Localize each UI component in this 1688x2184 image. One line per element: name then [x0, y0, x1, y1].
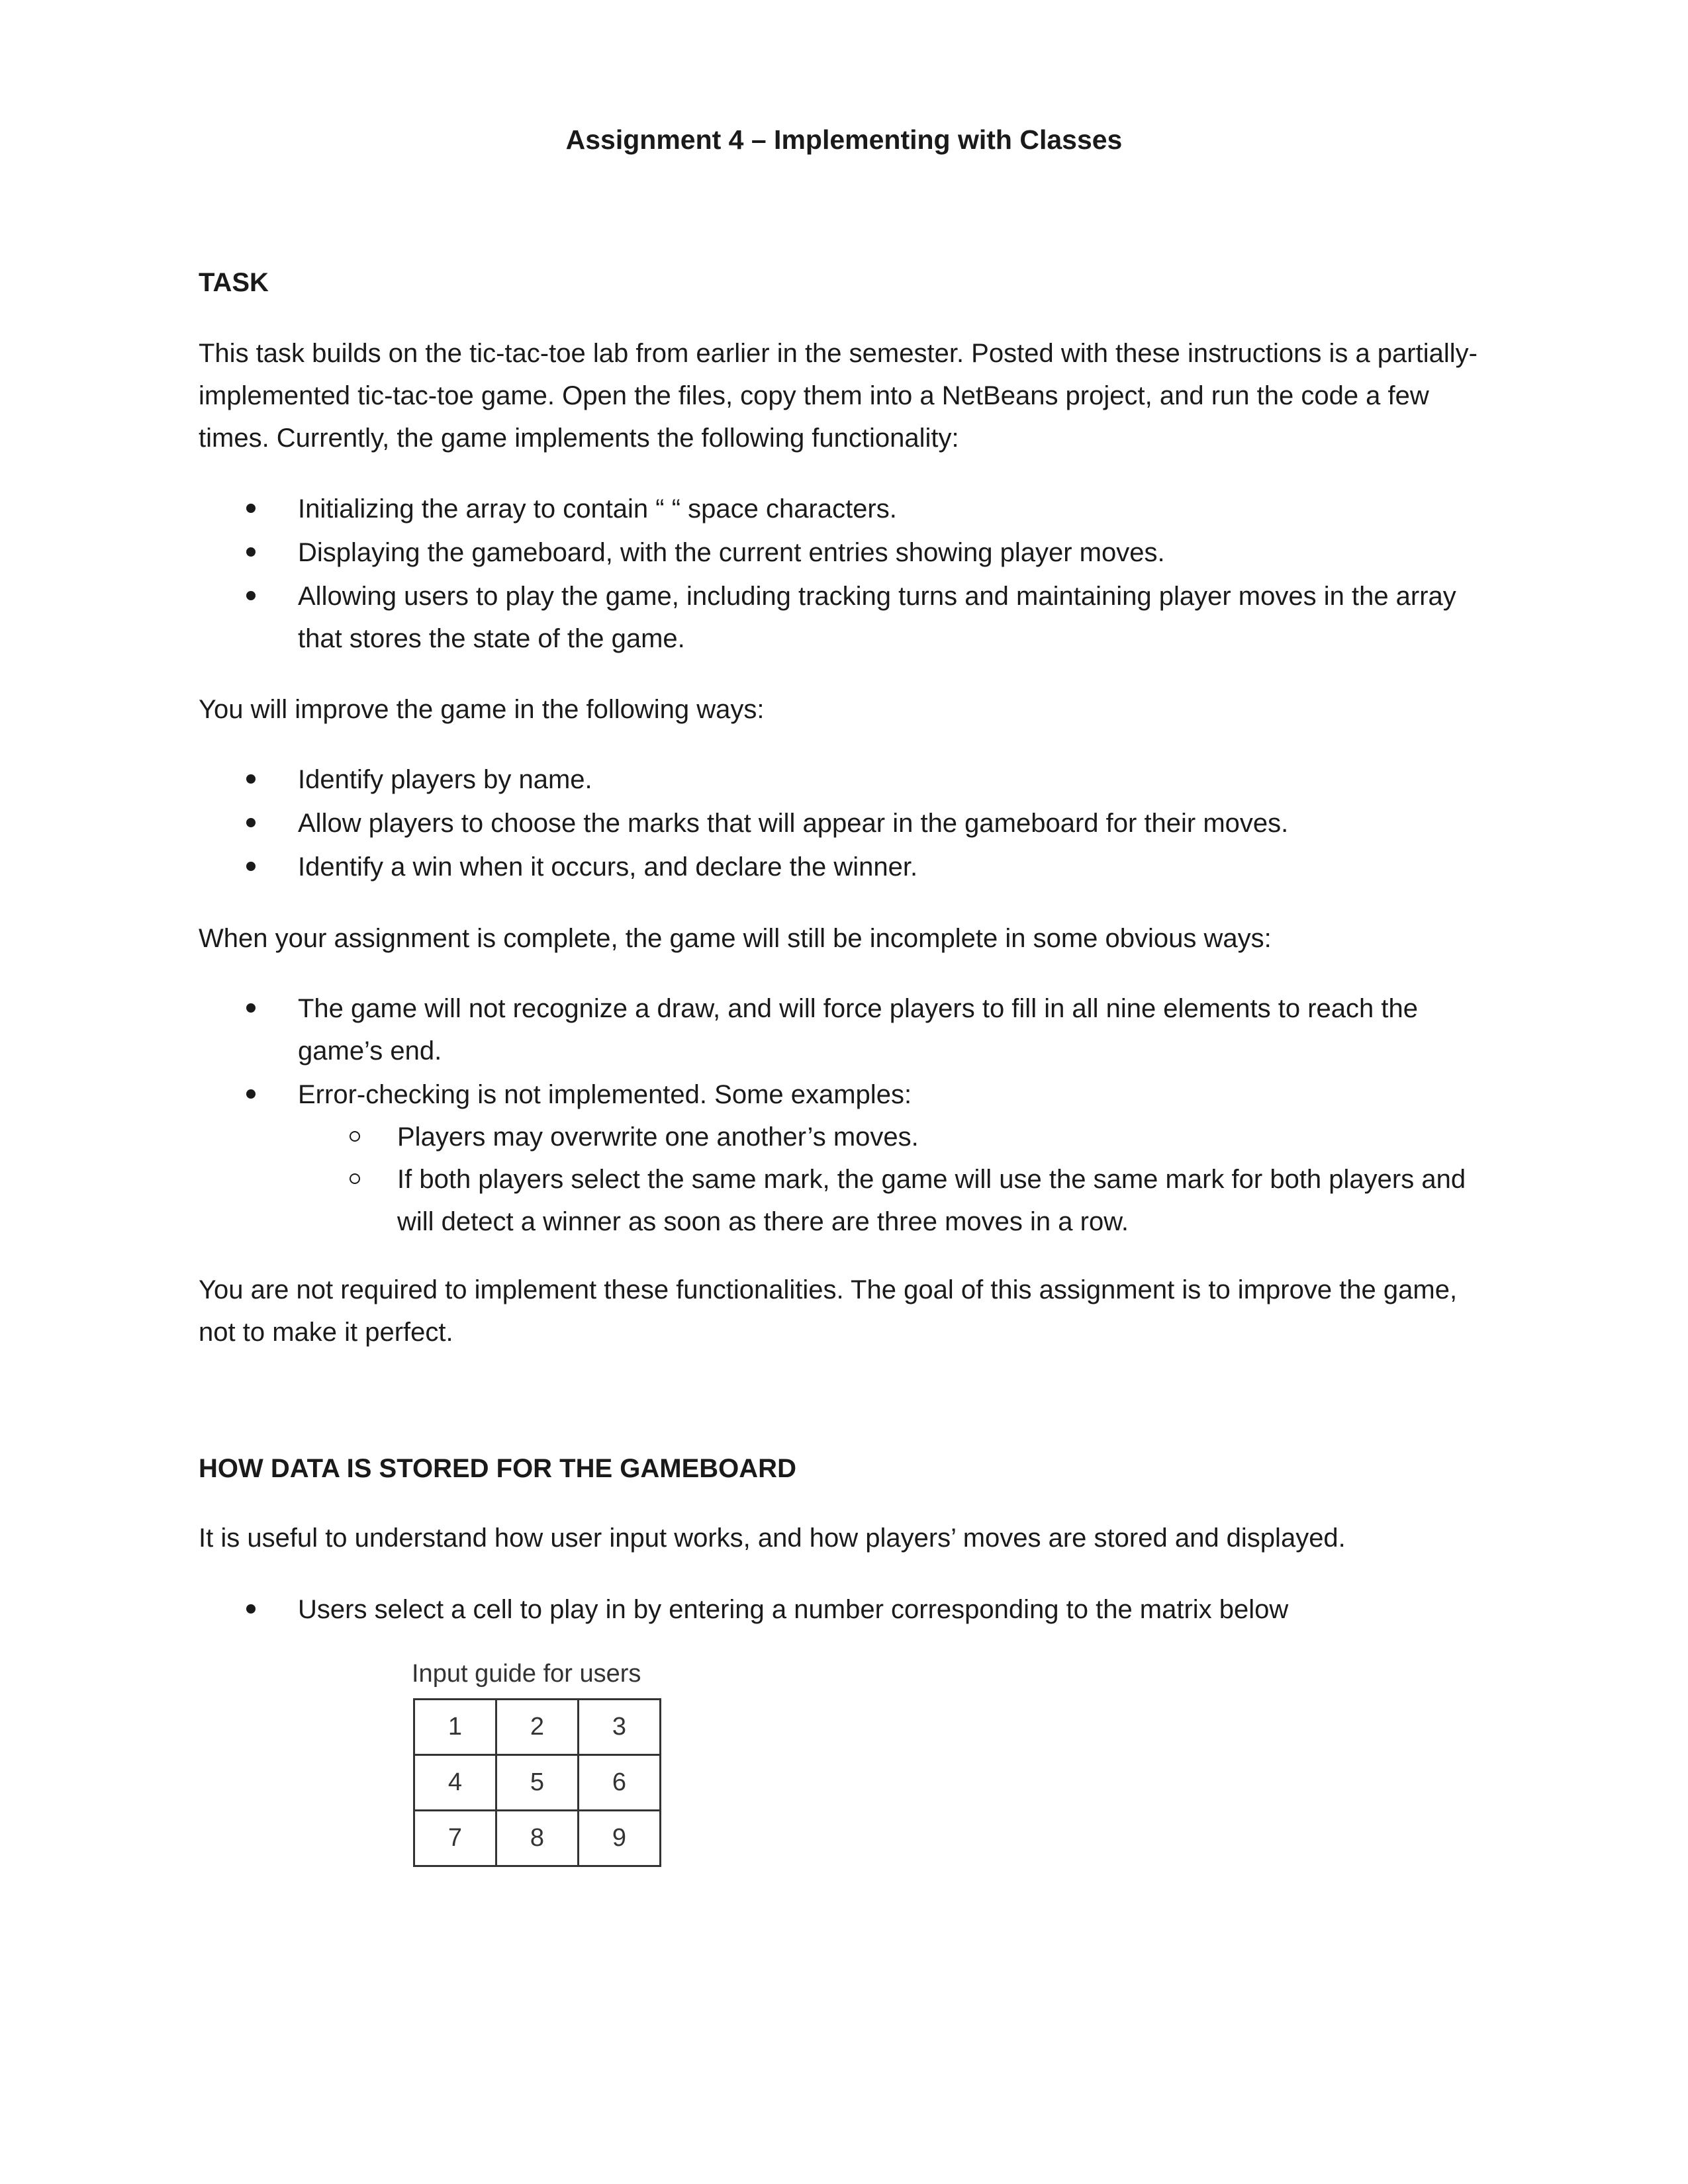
grid-cell: 5 [496, 1755, 579, 1811]
grid-cell: 3 [579, 1700, 661, 1755]
list-item: The game will not recognize a draw, and will force players to fill in all nine elements to reach the game’s end. [199, 987, 1496, 1072]
list-item: Identify players by name. [199, 758, 1496, 801]
bullet-icon [246, 1089, 256, 1099]
grid-cell: 8 [496, 1811, 579, 1866]
closing-paragraph: You are not required to implement these functionalities. The goal of this assignment is to improve the game, not to make it perfect. [199, 1275, 1458, 1347]
list-item: Allow players to choose the marks that will appear in the gameboard for their moves. [199, 802, 1496, 844]
bullet-icon [246, 1604, 256, 1614]
bullet-icon [246, 862, 256, 871]
incomplete-intro-paragraph: When your assignment is complete, the game will still be incomplete in some obvious ways: [199, 924, 1272, 953]
storage-intro-paragraph: It is useful to understand how user input works, and how players’ moves are stored and displayed. [199, 1524, 1346, 1553]
grid-cell: 6 [579, 1755, 661, 1811]
bullet-icon [246, 1003, 256, 1013]
storage-heading: HOW DATA IS STORED FOR THE GAMEBOARD [199, 1454, 796, 1483]
bullet-icon [246, 591, 256, 600]
bullet-icon [246, 504, 256, 513]
error-examples-list [298, 1116, 1496, 1243]
document-title: Assignment 4 – Implementing with Classes [565, 124, 1123, 155]
grid-row [414, 1700, 661, 1755]
task-intro-paragraph: This task builds on the tic-tac-toe lab from earlier in the semester. Posted with these instructions is a partially-implemented tic-tac-toe game. Open the files, copy them into a NetBeans project, and run the code a few times. Currently, the game implements the following functionality: [199, 339, 1477, 453]
grid-cell: 7 [414, 1811, 496, 1866]
list-item: Users select a cell to play in by entering a number corresponding to the matrix below [199, 1588, 1496, 1631]
list-item: Error-checking is not implemented. Some examples: Players may overwrite one another’s moves. If both players select the same mark, the game will use the same mark for both players and will detect a winner as soon as there are three moves in a row. [199, 1073, 1496, 1243]
list-item: Initializing the array to contain “ “ space characters. [199, 488, 1496, 530]
hollow-bullet-icon [350, 1131, 360, 1142]
task-heading: TASK [199, 268, 269, 297]
current-features-list [199, 488, 1496, 661]
list-item: Allowing users to play the game, including tracking turns and maintaining player moves in the array that stores the state of the game. [199, 575, 1496, 660]
hollow-bullet-icon [350, 1173, 360, 1184]
list-item: Players may overwrite one another’s moves. [298, 1116, 1496, 1158]
storage-list [199, 1588, 1496, 1632]
bullet-icon [246, 818, 256, 827]
incomplete-list [199, 987, 1496, 1244]
bullet-icon [246, 547, 256, 557]
grid-cell: 9 [579, 1811, 661, 1866]
bullet-icon [246, 774, 256, 784]
list-item: If both players select the same mark, the game will use the same mark for both players and will detect a winner as soon as there are three moves in a row. [298, 1158, 1496, 1243]
grid-caption: Input guide for users [412, 1660, 641, 1688]
grid-cell: 2 [496, 1700, 579, 1755]
improve-intro-paragraph: You will improve the game in the following ways: [199, 695, 765, 724]
grid-cell: 1 [414, 1700, 496, 1755]
list-item: Identify a win when it occurs, and declare the winner. [199, 846, 1496, 888]
input-guide-grid [413, 1698, 661, 1867]
grid-row [414, 1755, 661, 1811]
improvements-list [199, 758, 1496, 889]
grid-cell: 4 [414, 1755, 496, 1811]
list-item: Displaying the gameboard, with the current entries showing player moves. [199, 531, 1496, 574]
grid-row [414, 1811, 661, 1866]
